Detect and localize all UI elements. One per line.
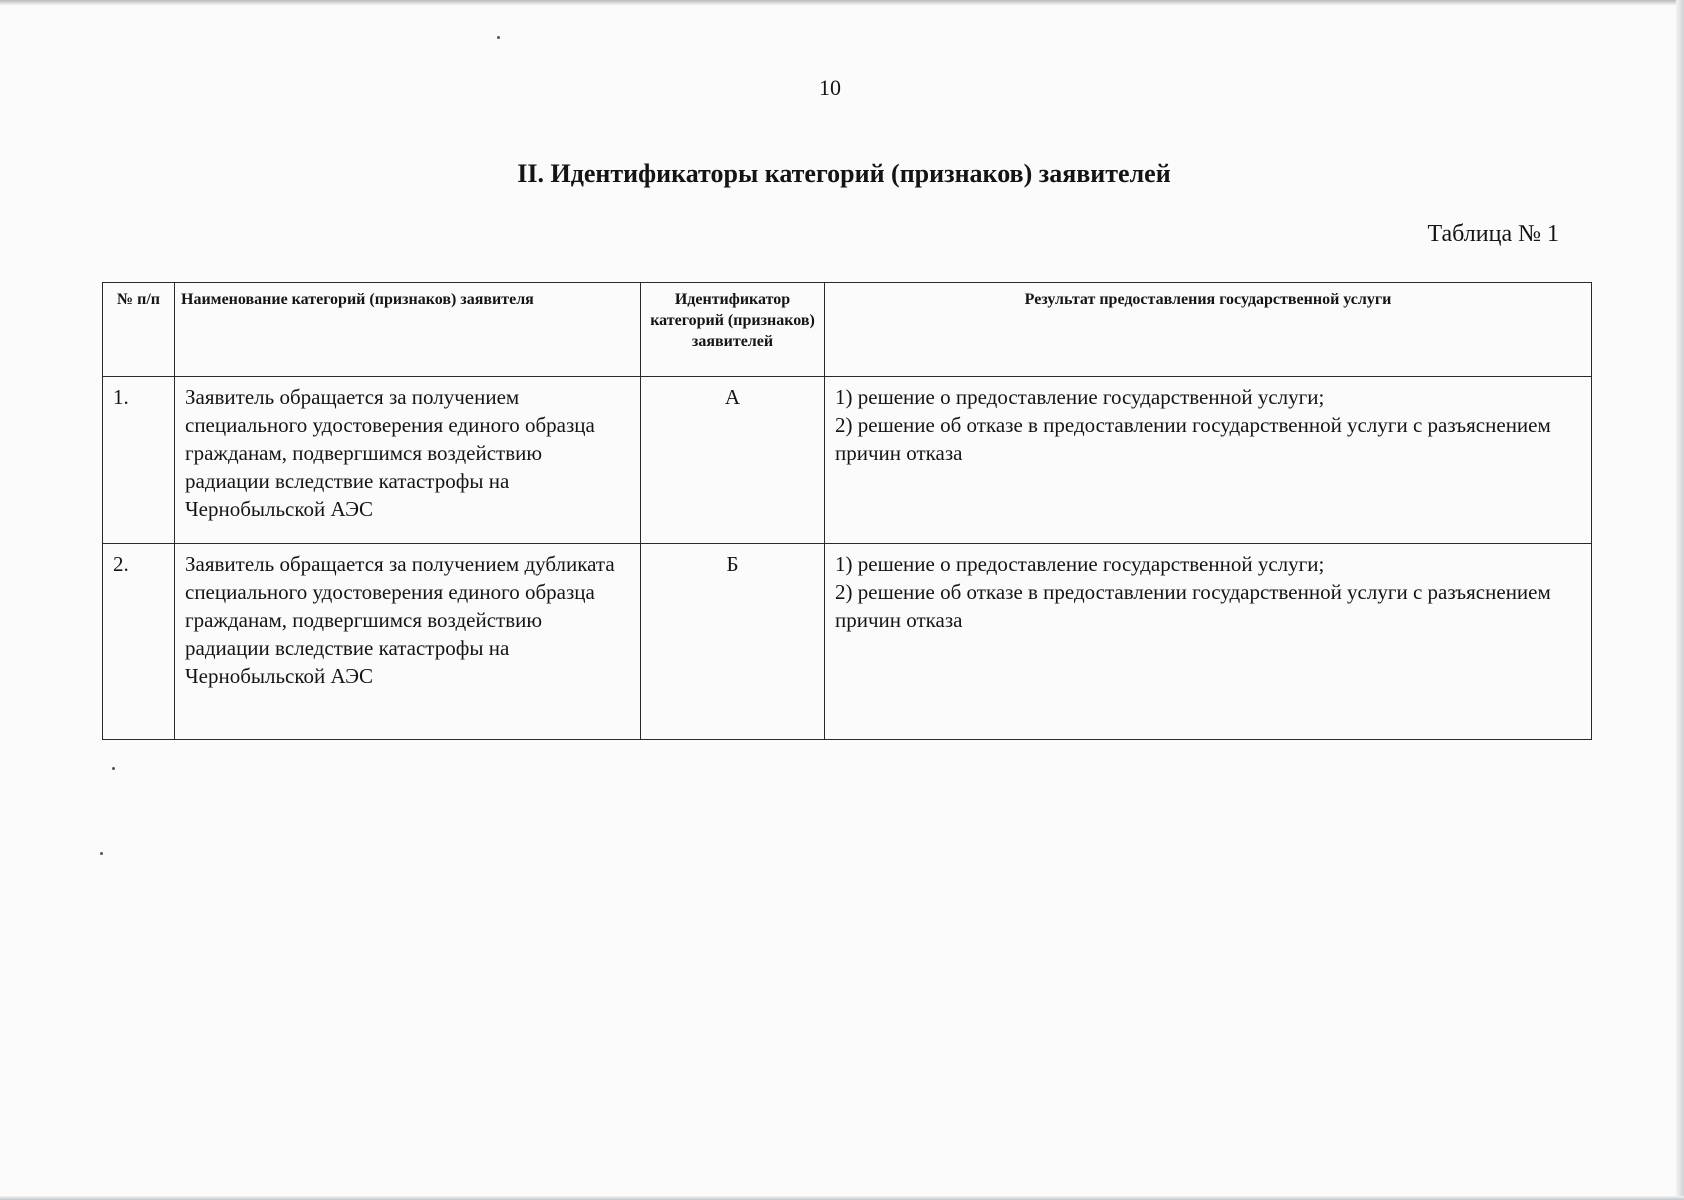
row-category-identifier: Б xyxy=(641,544,825,740)
row-number: 2. xyxy=(103,544,175,740)
scan-edge-top xyxy=(0,0,1684,5)
table-row xyxy=(103,544,1592,740)
scan-edge-bottom xyxy=(0,1196,1684,1200)
scan-speck xyxy=(100,852,103,855)
row-category-identifier: А xyxy=(641,377,825,544)
header-category-identifier: Идентификатор категорий (признаков) заявителей xyxy=(641,283,825,377)
row-category-name: Заявитель обращается за получением специального удостоверения единого образца гражданам, подвергшимся воздействию радиации вследствие катастрофы на Чернобыльской АЭС xyxy=(175,377,641,544)
row-service-result xyxy=(825,544,1592,740)
table-header-row xyxy=(103,283,1592,377)
scan-speck xyxy=(497,36,500,39)
applicant-categories-table xyxy=(102,282,1592,740)
section-title: II. Идентификаторы категорий (признаков) заявителей xyxy=(517,159,1171,188)
scan-edge-right xyxy=(1676,0,1684,1200)
result-line: 2) решение об отказе в предоставлении государственной услуги с разъяснением причин отказа xyxy=(835,413,1551,465)
header-service-result: Результат предоставления государственной услуги xyxy=(825,283,1592,377)
header-number: № п/п xyxy=(103,283,175,377)
table-caption: Таблица № 1 xyxy=(1427,221,1559,247)
header-category-name: Наименование категорий (признаков) заявителя xyxy=(175,283,641,377)
page-number: 10 xyxy=(819,75,841,100)
row-category-name: Заявитель обращается за получением дубликата специального удостоверения единого образца гражданам, подвергшимся воздействию радиации вследствие катастрофы на Чернобыльской АЭС xyxy=(175,544,641,740)
row-service-result xyxy=(825,377,1592,544)
result-line: 1) решение о предоставление государственной услуги; xyxy=(835,552,1325,576)
row-number: 1. xyxy=(103,377,175,544)
scan-speck xyxy=(112,767,115,770)
result-line: 1) решение о предоставление государственной услуги; xyxy=(835,385,1325,409)
table-row xyxy=(103,377,1592,544)
result-line: 2) решение об отказе в предоставлении государственной услуги с разъяснением причин отказа xyxy=(835,580,1551,632)
